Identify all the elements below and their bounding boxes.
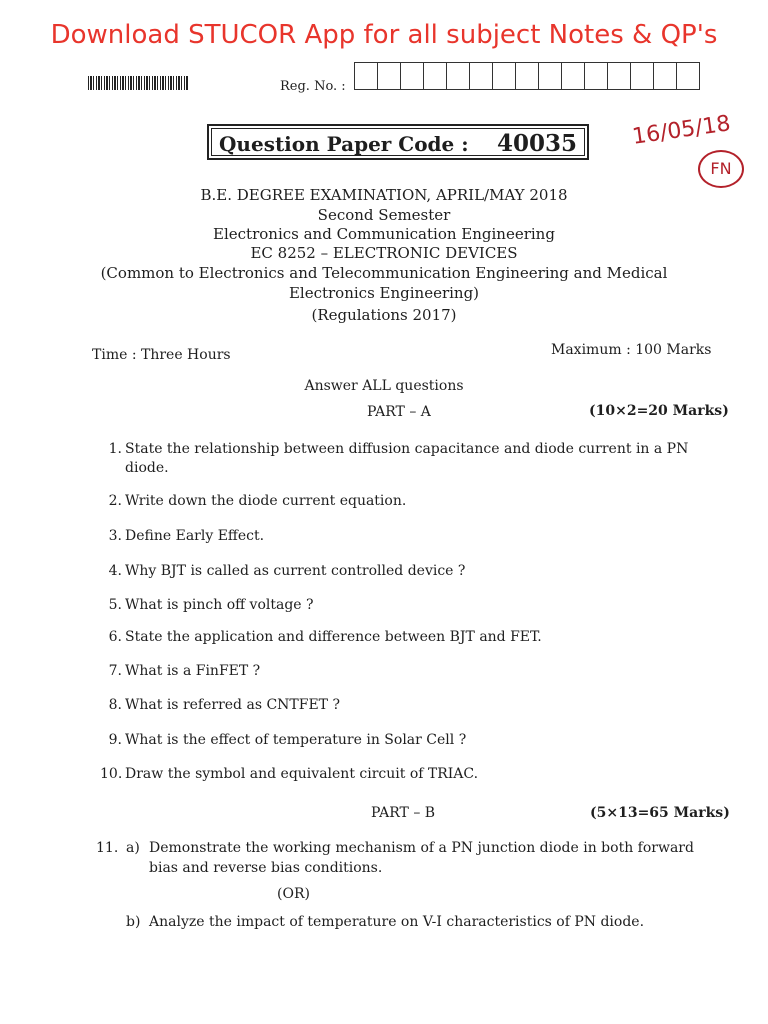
qpc-label: Question Paper Code : bbox=[219, 132, 469, 156]
question-number: 1. bbox=[108, 441, 122, 457]
semester: Second Semester bbox=[317, 206, 451, 224]
exam-title: B.E. DEGREE EXAMINATION, APRIL/MAY 2018 bbox=[200, 186, 568, 204]
reg-box bbox=[377, 62, 401, 90]
option-label: a) bbox=[126, 840, 140, 856]
reg-box bbox=[653, 62, 677, 90]
part-b-title: PART – B bbox=[371, 805, 436, 821]
subject: EC 8252 – ELECTRONIC DEVICES bbox=[250, 244, 518, 262]
reg-box bbox=[538, 62, 562, 90]
reg-box bbox=[400, 62, 424, 90]
handwritten-mark: FN bbox=[698, 150, 744, 188]
part-a-marks: (10×2=20 Marks) bbox=[589, 403, 729, 419]
common-to-line2: Electronics Engineering) bbox=[288, 284, 480, 302]
or-label: (OR) bbox=[277, 886, 310, 902]
download-banner[interactable]: Download STUCOR App for all subject Notes & QP's bbox=[50, 20, 718, 50]
reg-box bbox=[354, 62, 378, 90]
reg-box bbox=[446, 62, 470, 90]
barcode bbox=[88, 76, 188, 90]
part-b-marks: (5×13=65 Marks) bbox=[590, 805, 730, 821]
reg-box bbox=[515, 62, 539, 90]
branch: Electronics and Communication Engineering bbox=[213, 225, 555, 243]
reg-box bbox=[676, 62, 700, 90]
reg-box bbox=[492, 62, 516, 90]
regulations: (Regulations 2017) bbox=[311, 306, 457, 324]
option-label: b) bbox=[126, 914, 141, 930]
part-a-title: PART – A bbox=[367, 404, 431, 420]
question-text: Demonstrate the working mechanism of a PN junction diode in both forward bias and reverse bias conditions. bbox=[149, 840, 694, 876]
reg-box bbox=[584, 62, 608, 90]
reg-no-boxes bbox=[355, 62, 700, 90]
reg-box bbox=[469, 62, 493, 90]
question-text: State the relationship between diffusion capacitance and diode current in a PN diode. bbox=[125, 441, 689, 476]
instruction: Answer ALL questions bbox=[304, 378, 464, 394]
reg-box bbox=[607, 62, 631, 90]
qpc-number: 40035 bbox=[496, 130, 577, 157]
time-label: Time : Three Hours bbox=[92, 347, 231, 363]
question-text: Analyze the impact of temperature on V-I characteristics of PN diode. bbox=[149, 914, 645, 930]
reg-box bbox=[561, 62, 585, 90]
handwritten-date: 16/05/18 bbox=[630, 111, 733, 150]
reg-box bbox=[423, 62, 447, 90]
question-paper-code-box bbox=[207, 124, 589, 160]
max-marks-label: Maximum : 100 Marks bbox=[551, 342, 712, 358]
reg-no-label: Reg. No. : bbox=[280, 79, 346, 94]
reg-box bbox=[630, 62, 654, 90]
question-number: 11. bbox=[96, 840, 119, 856]
common-to-line1: (Common to Electronics and Telecommunication Engineering and Medical bbox=[100, 264, 668, 282]
